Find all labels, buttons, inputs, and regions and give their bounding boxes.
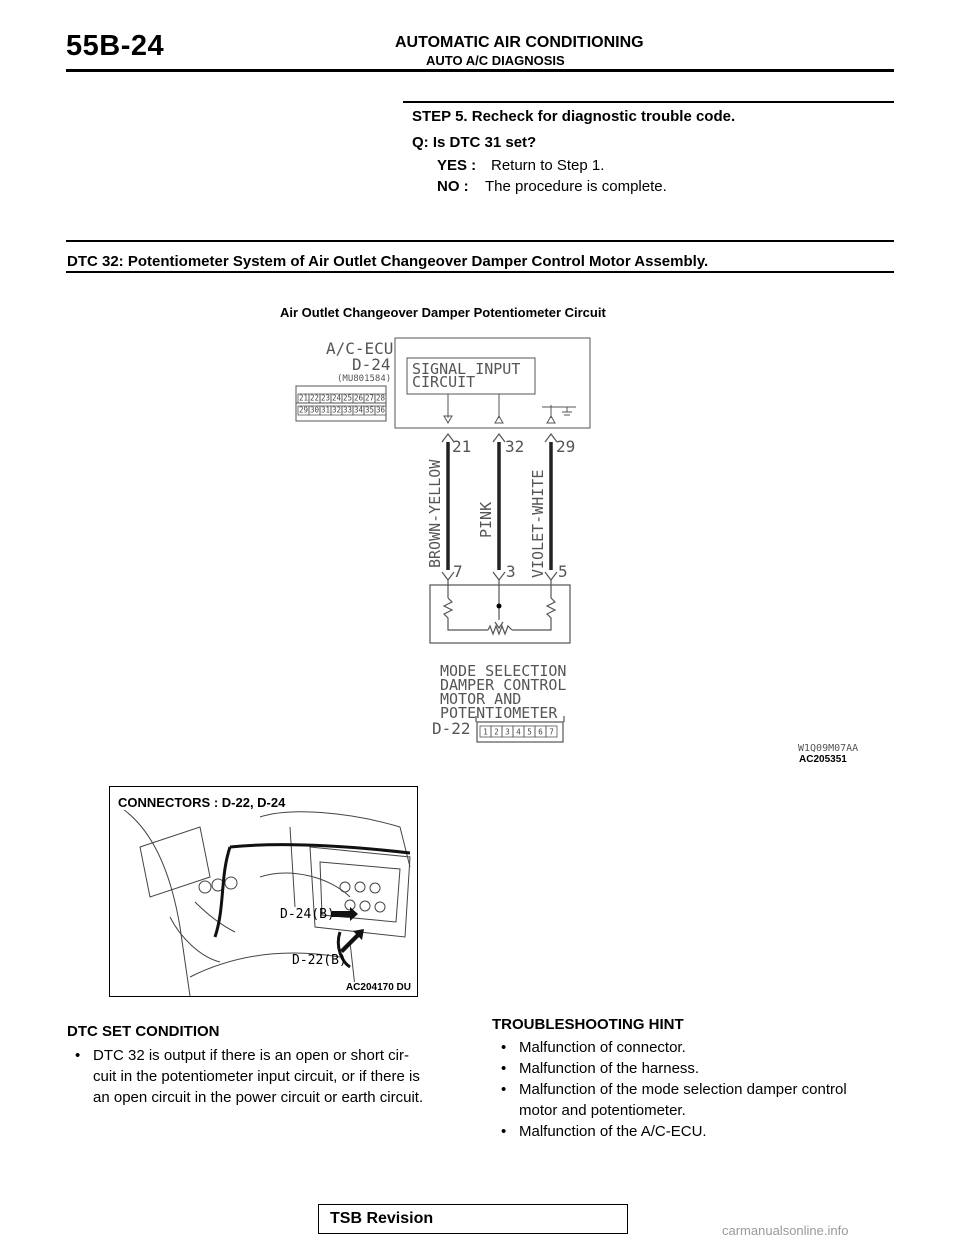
motor-pin-7: 7	[549, 727, 554, 737]
dtc-set-line-2: cuit in the potentiometer input circuit, or if there is	[93, 1068, 420, 1085]
photo-code: AC204170 DU	[345, 982, 411, 993]
motor-box	[430, 585, 570, 643]
photo-label-d22: D-22(B)	[292, 953, 347, 968]
dtc-rule-top	[66, 240, 894, 242]
bottom-pin-7: 7	[453, 562, 463, 581]
ecu-pin-34: 34	[353, 405, 364, 415]
subsection-title: AUTO A/C DIAGNOSIS	[426, 53, 565, 68]
ecu-pin-32: 32	[331, 405, 342, 415]
ecu-pin-30: 30	[309, 405, 320, 415]
tsb-revision-text: TSB Revision	[330, 1210, 434, 1227]
motor-connector: D-22	[432, 719, 471, 738]
bullet-dot: •	[75, 1047, 81, 1064]
signal-line2: CIRCUIT	[412, 373, 476, 391]
ecu-pin-28: 28	[375, 393, 386, 403]
motor-label-2: DAMPER CONTROL	[440, 676, 567, 694]
motor-label-4: POTENTIOMETER	[440, 704, 558, 722]
motor-pin-6: 6	[538, 727, 543, 737]
motor-pin-4: 4	[516, 727, 521, 737]
section-title: AUTOMATIC AIR CONDITIONING	[395, 34, 644, 51]
ecu-pin-27: 27	[364, 393, 375, 403]
circuit-diagram	[280, 330, 880, 770]
connector-location-photo	[109, 786, 418, 997]
dtc-heading: DTC 32: Potentiometer System of Air Outlet Changeover Damper Control Motor Assembly.	[67, 253, 709, 270]
wire-label-violet-white: VIOLET-WHITE	[529, 469, 547, 578]
wire-label-pink: PINK	[477, 501, 495, 538]
step-rule	[403, 101, 894, 103]
no-text: The procedure is complete.	[485, 178, 667, 195]
dtc-set-line-1: DTC 32 is output if there is an open or short cir-	[93, 1047, 409, 1064]
ecu-pin-23: 23	[320, 393, 331, 403]
photo-title: CONNECTORS : D-22, D-24	[118, 795, 286, 810]
motor-pin-1: 1	[483, 727, 488, 737]
top-pin-21: 21	[452, 437, 472, 456]
circuit-title: Air Outlet Changeover Damper Potentiometer Circuit	[280, 305, 606, 320]
hint-heading: TROUBLESHOOTING HINT	[492, 1016, 684, 1033]
ecu-pin-31: 31	[320, 405, 331, 415]
tsb-revision-box	[318, 1204, 628, 1234]
ecu-pin-21: 21	[298, 393, 309, 403]
hint-item-3: • Malfunction of the mode selection damper control	[501, 1081, 847, 1098]
no-label: NO :	[437, 178, 469, 195]
wire-label-brown-yellow: BROWN-YELLOW	[426, 459, 444, 568]
ecu-label: A/C-ECU	[326, 339, 394, 358]
ecu-pin-36: 36	[375, 405, 386, 415]
circuit-code-2: AC205351	[799, 754, 847, 765]
dtc-set-line-3: an open circuit in the power circuit or earth circuit.	[93, 1089, 424, 1106]
step-title: STEP 5. Recheck for diagnostic trouble code.	[412, 108, 736, 125]
d24-arrow	[332, 907, 358, 921]
hint-item-1: • Malfunction of connector.	[501, 1039, 686, 1056]
top-pin-29: 29	[556, 437, 576, 456]
bottom-pin-5: 5	[558, 562, 568, 581]
dashboard-sketch	[110, 787, 417, 996]
ecu-pin-29: 29	[298, 405, 309, 415]
motor-label-1: MODE SELECTION	[440, 662, 567, 680]
dtc-set-heading: DTC SET CONDITION	[67, 1023, 220, 1040]
header-rule	[66, 69, 894, 72]
signal-line1: SIGNAL INPUT	[412, 360, 521, 378]
top-pin-32: 32	[505, 437, 525, 456]
ecu-pin-25: 25	[342, 393, 353, 403]
dtc-rule-bottom	[66, 271, 894, 273]
bottom-pin-3: 3	[506, 562, 516, 581]
yes-text: Return to Step 1.	[491, 157, 605, 174]
ecu-pin-26: 26	[353, 393, 364, 403]
ecu-pin-33: 33	[342, 405, 353, 415]
circuit-code-1: W1Q09M07AA	[798, 743, 859, 754]
motor-pin-2: 2	[494, 727, 499, 737]
motor-label-3: MOTOR AND	[440, 690, 522, 708]
ecu-part: (MU801584)	[337, 374, 392, 384]
d22-arrow	[340, 929, 364, 953]
ecu-pin-35: 35	[364, 405, 375, 415]
hint-item-3-cont: motor and potentiometer.	[519, 1102, 686, 1119]
yes-label: YES :	[437, 157, 477, 174]
hint-item-4: • Malfunction of the A/C-ECU.	[501, 1123, 707, 1140]
step-question: Q: Is DTC 31 set?	[412, 134, 537, 151]
dtc-set-bullet	[75, 1045, 475, 1066]
motor-pin-5: 5	[527, 727, 532, 737]
page-number: 55B-24	[66, 30, 165, 62]
hint-item-2: • Malfunction of the harness.	[501, 1060, 700, 1077]
ecu-connector: D-24	[352, 355, 391, 374]
motor-pin-3: 3	[505, 727, 510, 737]
ecu-pin-22: 22	[309, 393, 320, 403]
watermark: carmanualsonline.info	[722, 1223, 849, 1238]
photo-label-d24: D-24(B)	[280, 907, 335, 922]
ecu-pin-24: 24	[331, 393, 342, 403]
